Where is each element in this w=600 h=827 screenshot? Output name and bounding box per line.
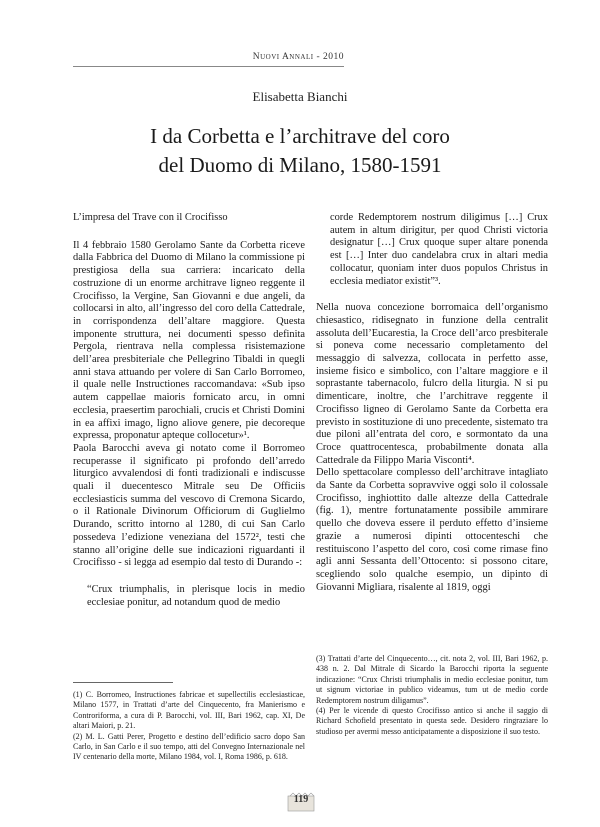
title-line-2: del Duomo di Milano, 1580-1591 bbox=[158, 153, 442, 177]
footnote: (3) Trattati d’arte del Cinquecento…, cit. nota 2, vol. III, Bari 1962, p. 438 n. 2. Dal Mitrale di Sicardo la Barocchi riporta la seguente indicazione: “Crux Christi triumphalis in medio ecclesiae ponitur, tum ut signum victoriae in publico videamus, tum ut de medio corde Redemptorem nostrum diligamus”. bbox=[316, 654, 548, 705]
paragraph: Nella nuova concezione borromaica dell’organismo chiesastico, ridisegnato in funzione della centralit assoluta dell’Eucarestia, la Croce dell’arco presbiterale si poneva come necessario completamento del messaggio di salvezza, collocata in perfetto asse, insieme fisico e simbolico, con l’altare maggiore e il soprastante tabernacolo, fulcro della liturgia. N si pu dimenticare, inoltre, che l’architrave reggente il Crocifisso ligneo di Gerolamo Sante da Corbetta era previsto in sostituzione di uno precedente, sistemato tra due piloni all’entrata del coro, e sormontato da una Croce quattrocentesca, probabilmente donata alla Cattedrale da Filippo Maria Visconti⁴. bbox=[316, 302, 548, 466]
title-line-1: I da Corbetta e l’architrave del coro bbox=[150, 124, 450, 148]
footnote: (1) C. Borromeo, Instructiones fabricae et supellectilis ecclesiasticae, Milano 1577, in Trattati d’arte del Cinquecento, fra Manierismo e Controriforma, a cura di P. Barocchi, vol. III, Bari 1962, cap. XI, De altari Maiori, p. 21. bbox=[73, 690, 305, 731]
header-rule bbox=[73, 66, 344, 67]
quote-continued: corde Redemptorem nostrum diligimus […] Crux autem in altum dirigitur, per quod Christi victoria designatur […] Crux quoque super altare ponenda est […] Inter duo candelabra crux in altari media collocatur, quoniam inter duos populos Christus in ecclesia mediator existit”³. bbox=[330, 212, 548, 287]
footnote: (2) M. L. Gatti Perer, Progetto e destino dell’edificio sacro dopo San Carlo, in San Carlo e il suo tempo, atti del Convegno Internazionale nel IV centenario della morte, Milano 1984, vol. I, Roma 1986, p. 618. bbox=[73, 731, 305, 762]
section-heading: L’impresa del Trave con il Crocifisso bbox=[73, 212, 228, 223]
left-column bbox=[73, 212, 305, 609]
footnote: (4) Per le vicende di questo Crocifisso antico si anche il saggio di Richard Schofield presentato in questa sede. Desidero ringraziare lo studioso per avermi messo anticipatamente a disposizione il suo testo. bbox=[316, 706, 548, 736]
paragraph: Dello spettacolare complesso dell’architrave intagliato da Sante da Corbetta sopravvive oggi solo il colossale Crocifisso, inghiottito dalle altezze della Cattedrale (fig. 1), mentre fortunatamente possibile ammirare quello che doveva essere il perduto effetto d’insieme grazie a numerosi dipinti ottocenteschi che restituiscono l’aspetto del coro, così come rimase fino agli anni Sessanta dell’Ottocento: si possono citare, scegliendo solo qualche esempio, un dipinto di Giovanni Migliara, risalente al 1819, oggi bbox=[316, 467, 548, 593]
footnotes-left bbox=[73, 690, 305, 763]
article-title bbox=[0, 122, 600, 180]
right-column bbox=[316, 212, 548, 594]
footnote-rule bbox=[73, 682, 173, 683]
footnotes-right bbox=[316, 654, 548, 737]
paragraph: Paola Barocchi aveva gi notato come il Borromeo recuperasse il significato pi profondo dell’arredo liturgico avvalendosi di fonti tradizionali e indiscusse quali il duecentesco Mitrale seu De Officiis ecclesiasticis summa del vescovo di Cremona Sicardo, o il Rationale Divinorum Officiorum di Guglielmo Durando, scritto intorno al 1280, di cui San Carlo possedeva l’edizione veneziana del 1572², testi che stanno all’origine delle sue indicazioni riguardanti il Crocifisso - si legga ad esempio dal testo di Durando -: bbox=[73, 442, 305, 569]
running-head: Nuovi Annali - 2010 bbox=[252, 52, 344, 62]
quote-start: “Crux triumphalis, in plerisque locis in medio ecclesiae ponitur, ad notandum quod de medio bbox=[87, 583, 305, 608]
article-author: Elisabetta Bianchi bbox=[252, 89, 348, 104]
paragraph: Il 4 febbraio 1580 Gerolamo Sante da Corbetta riceve dalla Fabbrica del Duomo di Milano la commissione pi prestigiosa della sua carriera: incaricato della costruzione di un enorme architrave ligneo reggente il Crocifisso, la Vergine, San Giovanni e due angeli, da collocarsi in alto, all’ingresso del coro della Cattedrale, in corrispondenza dell’altare maggiore. Questa imponente struttura, nei documenti spesso definita Pergola, rientrava nella complessa risistemazione dell’area presbiteriale che Pellegrino Tibaldi in quegli anni stava attuando per volere di San Carlo Borromeo, il quale nelle Instructiones raccomandava: «Sub ipso autem cappellae maioris fornicato arcu, in omni ecclesia, praesertim parochiali, crucis et Christi Domini in ea affixi imago, ligno aliove genere, pie decoreque expressa, proponatur apteque collocetur»¹. bbox=[73, 239, 305, 442]
page-number: 119 bbox=[293, 794, 309, 805]
